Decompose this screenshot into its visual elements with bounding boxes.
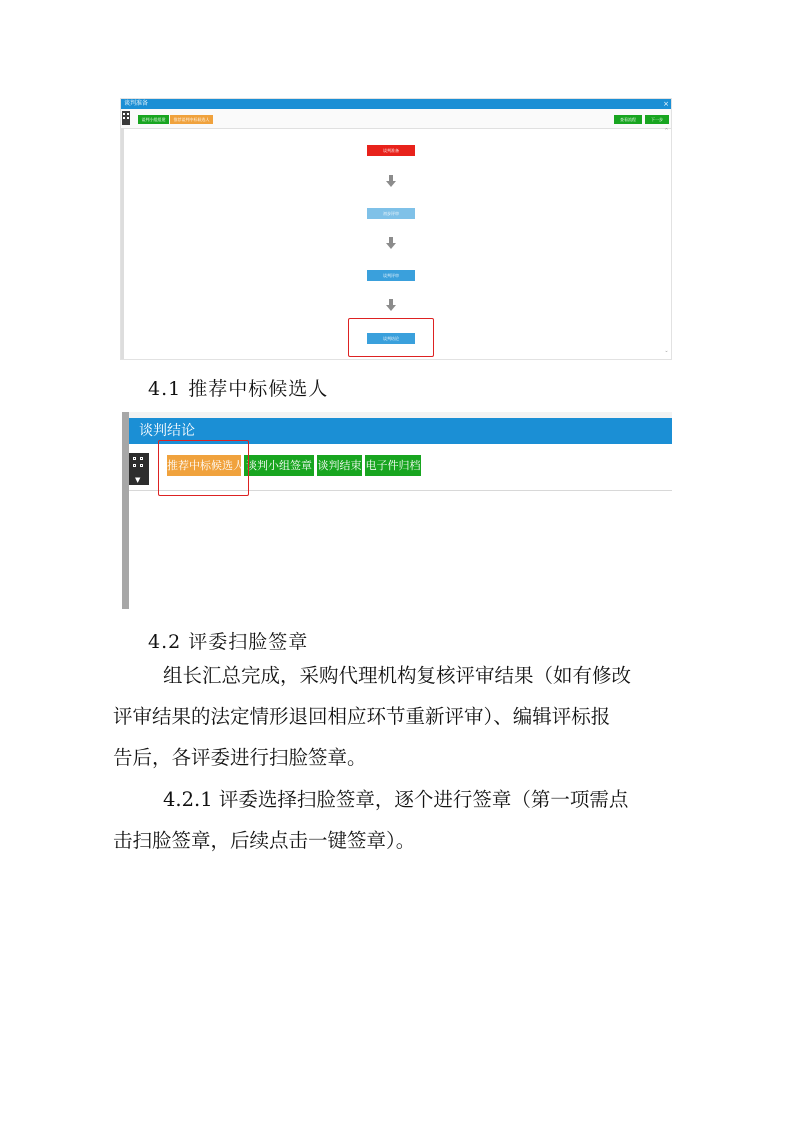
close-icon[interactable]: ×	[663, 100, 669, 108]
down-arrow-icon	[386, 299, 396, 311]
end-negotiation-button[interactable]: 谈判结束	[317, 455, 362, 476]
scroll-down-icon[interactable]: ⌄	[664, 348, 669, 354]
paragraph-line: 击扫脸签章，后续点击一键签章）。	[113, 829, 416, 852]
caret-down-icon: ▼	[135, 476, 141, 484]
highlight-frame	[348, 318, 434, 357]
down-arrow-icon	[386, 175, 396, 187]
paragraph-4-2-1	[113, 779, 673, 861]
window-title: 谈判结论	[139, 423, 195, 439]
team-setup-button[interactable]: 谈判小组组建	[138, 115, 169, 124]
sidebar-edge	[121, 128, 124, 360]
sidebar-edge	[122, 412, 129, 609]
team-signature-button[interactable]: 谈判小组签章	[244, 455, 314, 476]
screenshot-negotiation-conclusion	[122, 412, 672, 609]
scroll-up-icon[interactable]: ^	[664, 128, 669, 134]
heading-4-2: 4.2 评委扫脸签章	[148, 631, 309, 653]
flow-step-conclusion[interactable]: 谈判结论	[367, 333, 415, 344]
recommend-candidate-button[interactable]: 推荐谈判中标候选人	[170, 115, 213, 124]
screenshot-negotiation-prep	[120, 98, 672, 360]
flow-step-initial-review[interactable]: 初步评审	[367, 208, 415, 219]
heading-4-1: 4.1 推荐中标候选人	[148, 378, 329, 400]
recommend-candidate-button[interactable]: 推荐中标候选人	[167, 455, 241, 476]
paragraph-line: 告后，各评委进行扫脸签章。	[113, 746, 367, 769]
grid-menu-icon[interactable]	[129, 453, 149, 485]
archive-button[interactable]: 电子件归档	[365, 455, 421, 476]
grid-menu-icon[interactable]	[122, 111, 130, 125]
view-process-button[interactable]: 查看流程	[614, 115, 642, 124]
paragraph-line: 4.2.1 评委选择扫脸签章，逐个进行签章（第一项需点	[163, 788, 629, 811]
next-step-button[interactable]: 下一步	[645, 115, 669, 124]
flow-step-negotiation-review[interactable]: 谈判评审	[367, 270, 415, 281]
paragraph-line: 组长汇总完成，采购代理机构复核评审结果（如有修改	[163, 664, 632, 687]
window-title-bar	[121, 99, 671, 109]
paragraph-line: 评审结果的法定情形退回相应环节重新评审）、编辑评标报	[113, 705, 611, 728]
scrollbar[interactable]	[663, 128, 670, 360]
flow-step-prep[interactable]: 谈判准备	[367, 145, 415, 156]
window-title: 谈判准备	[124, 100, 149, 107]
paragraph-sign-process	[113, 655, 673, 778]
toolbar	[121, 109, 671, 129]
down-arrow-icon	[386, 237, 396, 249]
highlight-frame	[158, 440, 249, 496]
